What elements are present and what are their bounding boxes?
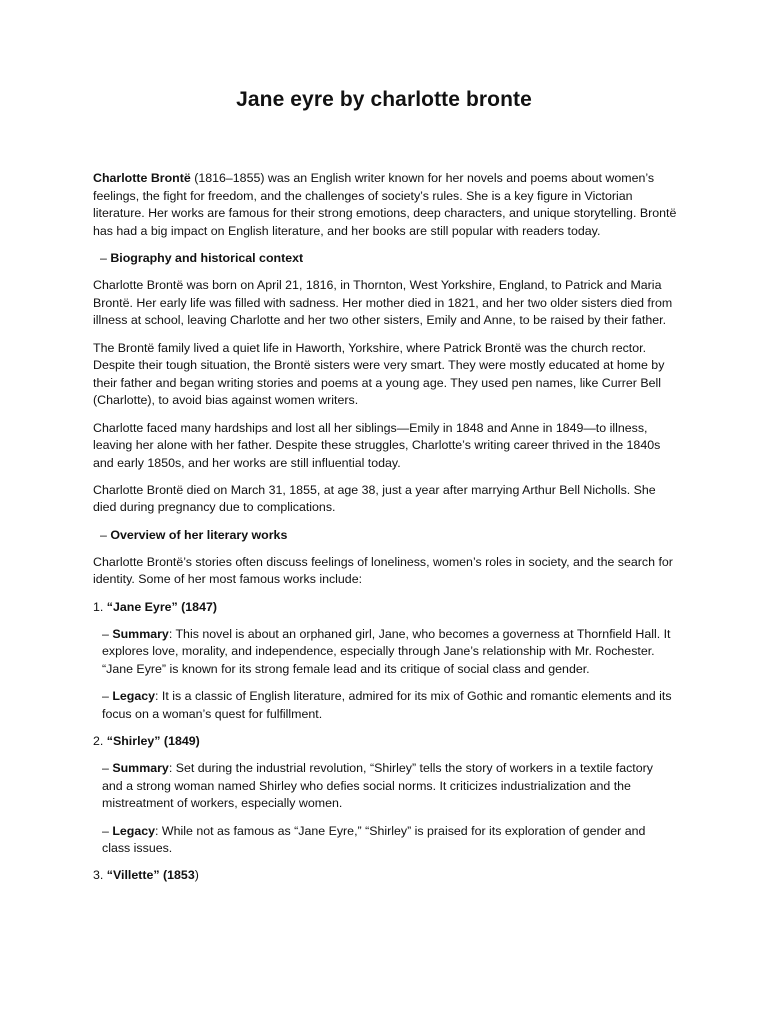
section-prefix: – [100, 250, 111, 265]
section-heading-text: Overview of her literary works [110, 527, 288, 542]
intro-text: (1816–1855) was an English writer known for her novels and poems about women’s feelings, the fight for freedom, and the challenges of society’s rules. She is a key figure in Victorian literature. Her works are famous for their strong emotions, deep characters, and unique storytelling. Brontë has had a big impact on English literature, and her books are still popular with readers today. [93, 171, 677, 238]
work-number: 2. [93, 733, 107, 748]
works-intro-paragraph: Charlotte Brontë’s stories often discuss feelings of loneliness, women’s roles in society, and the search for identity. Some of her most famous works include: [93, 554, 673, 587]
dash: – [102, 761, 113, 776]
work-legacy [93, 823, 677, 858]
work-title-line [93, 733, 677, 751]
document-title: Jane eyre by charlotte bronte [236, 88, 532, 111]
legacy-text: : While not as famous as “Jane Eyre,” “Shirley” is praised for its exploration of gender and class issues. [102, 823, 646, 856]
work-legacy [93, 688, 677, 723]
work-summary [93, 760, 677, 813]
dash: – [102, 823, 113, 838]
summary-text: : Set during the industrial revolution, “Shirley” tells the story of workers in a textile factory and a strong woman named Shirley who defies social norms. It criticizes industrialization and the mistreatment of workers, especially women. [102, 761, 653, 811]
bio-paragraph: The Brontë family lived a quiet life in Haworth, Yorkshire, where Patrick Brontë was the church rector. Despite their tough situation, the Brontë sisters were very smart. They were mostly educated at home by their father and began writing stories and poems at a young age. They used pen names, like Currer Bell (Charlotte), to avoid bias against women writers. [93, 340, 665, 408]
author-name: Charlotte Brontë [93, 171, 191, 185]
work-title-close: ) [194, 868, 199, 883]
bio-paragraph: Charlotte faced many hardships and lost all her siblings—Emily in 1848 and Anne in 1849—to illness, leaving her alone with her father. Despite these struggles, Charlotte’s writing career thrived in the 1840s and early 1850s, and her works are still influential today. [93, 420, 661, 470]
legacy-label: Legacy [112, 689, 156, 704]
document-body [93, 170, 677, 895]
summary-text: : This novel is about an orphaned girl, Jane, who becomes a governess at Thornfield Hall. It explores love, morality, and independence, especially through Jane’s relationship with Mr. Rochester. “Jane Eyre” is known for its strong female lead and its critique of social class and gender. [102, 626, 671, 676]
section-heading-text: Biography and historical context [110, 250, 304, 265]
work-title-line [93, 867, 677, 885]
work-number: 1. [93, 599, 107, 614]
bio-paragraph: Charlotte Brontë was born on April 21, 1816, in Thornton, West Yorkshire, England, to Patrick and Maria Brontë. Her early life was filled with sadness. Her mother died in 1821, and her two older sisters died from illness at school, leaving Charlotte and her two other sisters, Emily and Anne, to be raised by their father. [93, 278, 673, 328]
work-summary [93, 626, 677, 679]
bio-paragraph: Charlotte Brontë died on March 31, 1855, at age 38, just a year after marrying Arthur Bell Nicholls. She died during pregnancy due to complications. [93, 482, 656, 515]
section-heading-biography [93, 250, 677, 268]
work-title: “Shirley” (1849) [106, 733, 200, 748]
dash: – [102, 626, 113, 641]
section-prefix: – [100, 527, 111, 542]
work-number: 3. [93, 868, 107, 883]
summary-label: Summary [112, 626, 169, 641]
work-title: “Jane Eyre” (1847) [106, 599, 217, 614]
dash: – [102, 689, 113, 704]
legacy-text: : It is a classic of English literature, admired for its mix of Gothic and romantic elements and its focus on a woman’s quest for fulfillment. [102, 689, 672, 721]
summary-label: Summary [112, 761, 169, 776]
legacy-label: Legacy [112, 823, 156, 838]
work-title-line [93, 599, 677, 617]
section-heading-works [93, 527, 677, 545]
intro-paragraph [93, 170, 677, 240]
work-title: “Villette” (1853 [106, 868, 195, 883]
